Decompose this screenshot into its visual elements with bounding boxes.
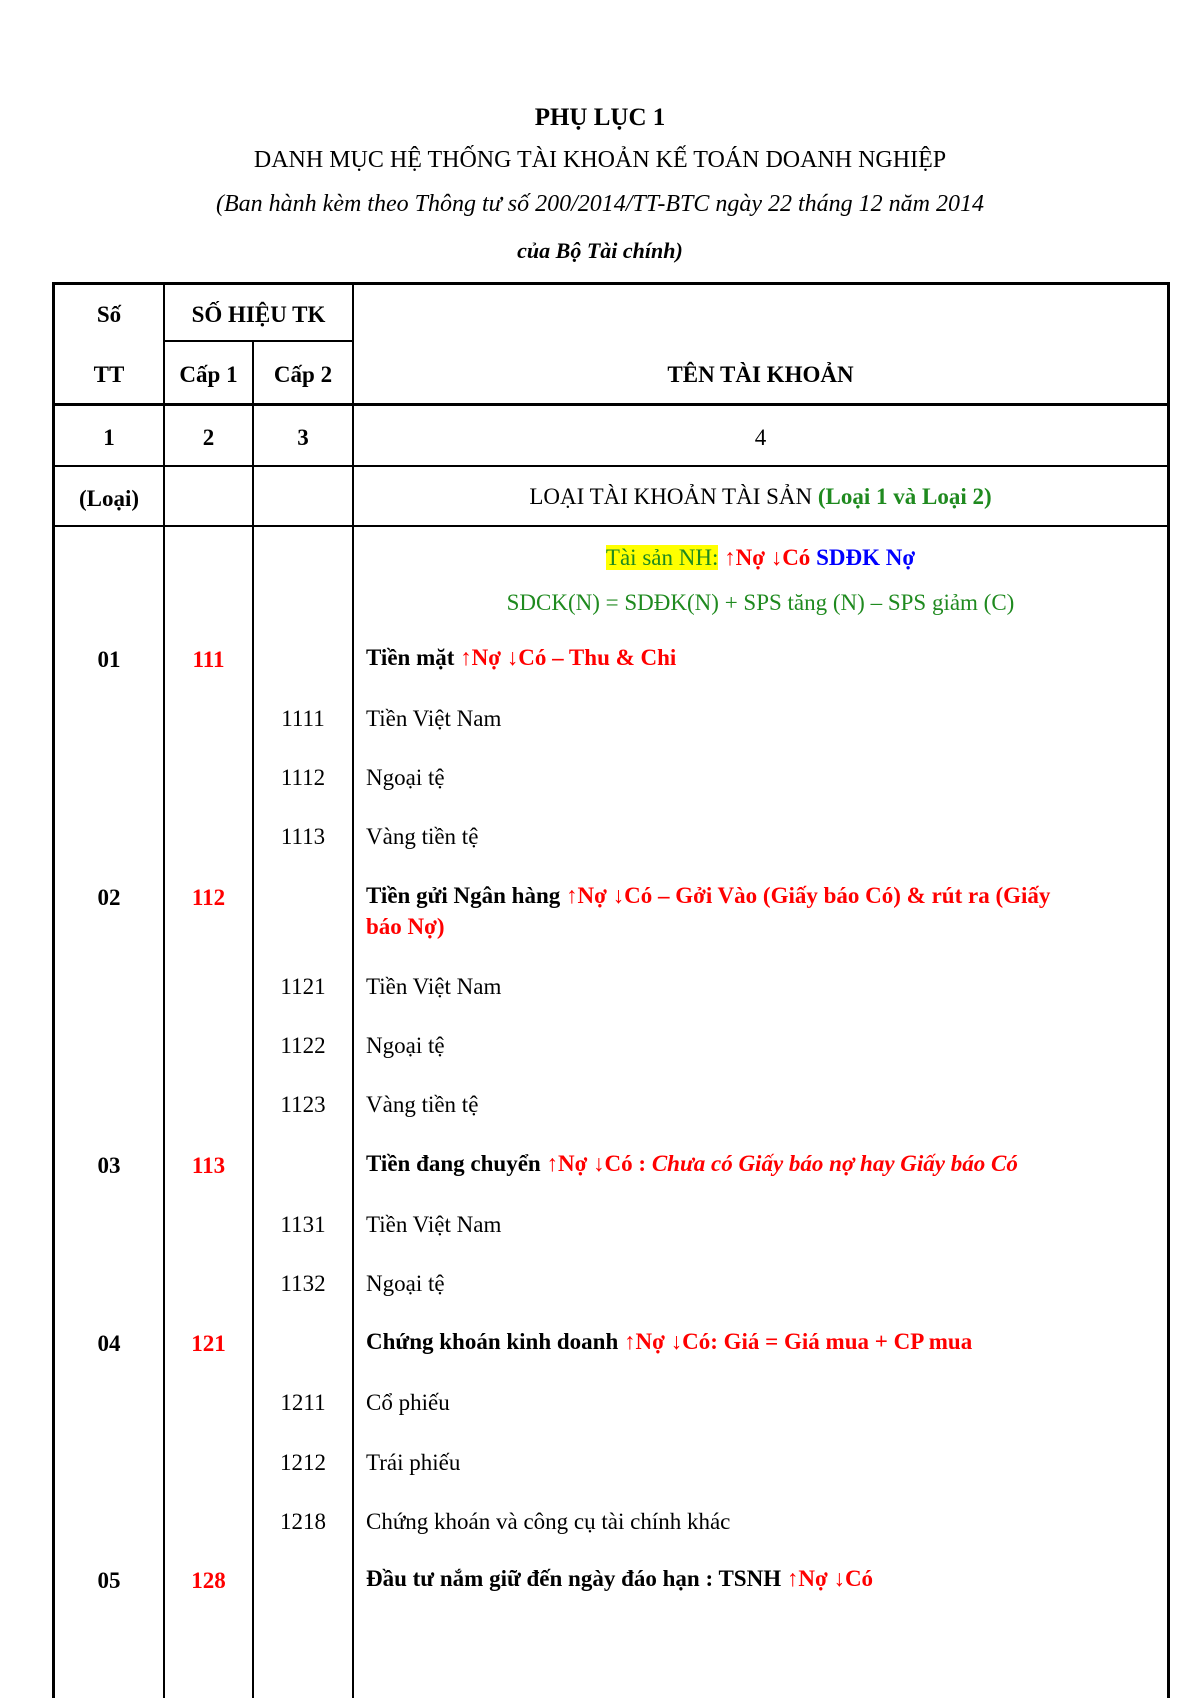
page-title: PHỤ LỤC 1 — [534, 104, 666, 131]
account-note-italic: Chưa có Giấy báo nợ hay Giấy báo Có — [651, 1151, 1018, 1176]
table-divider — [52, 525, 1170, 527]
row-cap2: 1121 — [280, 974, 326, 999]
column-number: 1 — [103, 425, 115, 450]
loai-label: (Loại) — [78, 486, 140, 511]
account-name: Cổ phiếu — [366, 1390, 450, 1415]
row-cap1: 113 — [191, 1153, 226, 1178]
account-name: Chứng khoán và công cụ tài chính khác — [366, 1509, 731, 1534]
account-name — [366, 1566, 873, 1592]
table-border-top — [52, 282, 1170, 285]
row-cap2: 1111 — [281, 706, 325, 731]
decree-line-2: của Bộ Tài chính) — [517, 238, 683, 263]
loai-name: LOẠI TÀI KHOẢN TÀI SẢN — [529, 484, 813, 509]
row-cap2: 1123 — [280, 1092, 326, 1117]
row-cap2: 1218 — [280, 1509, 326, 1534]
row-cap1: 121 — [191, 1331, 226, 1356]
row-cap2: 1131 — [280, 1212, 326, 1237]
account-name: Vàng tiền tệ — [366, 824, 479, 849]
account-name — [366, 1329, 972, 1355]
loai-title — [354, 484, 1167, 510]
header-tt: TT — [93, 362, 125, 387]
asset-note-highlight: Tài sản NH: — [605, 545, 719, 570]
account-name-text: Chứng khoán kinh doanh — [366, 1329, 619, 1354]
account-name-text: Tiền gửi Ngân hàng — [366, 883, 561, 908]
account-name: Trái phiếu — [366, 1450, 461, 1475]
asset-note — [354, 545, 1167, 571]
page-subtitle: DANH MỤC HỆ THỐNG TÀI KHOẢN KẾ TOÁN DOANH NGHIỆP — [253, 147, 947, 173]
account-name — [366, 1151, 1018, 1177]
table-divider — [52, 465, 1170, 467]
loai-name-extra: (Loại 1 và Loại 2) — [817, 484, 992, 509]
account-name-text: Tiền đang chuyển — [366, 1151, 541, 1176]
asset-note-sddk: SDĐK Nợ — [816, 545, 916, 570]
row-tt: 04 — [97, 1331, 121, 1356]
table-divider — [52, 403, 1170, 406]
row-cap1: 111 — [192, 647, 225, 672]
header-cap1: Cấp 1 — [179, 362, 238, 387]
account-name: Tiền Việt Nam — [366, 1212, 502, 1237]
column-number: 2 — [202, 425, 215, 450]
row-cap2: 1122 — [280, 1033, 326, 1058]
header-cap2: Cấp 2 — [273, 362, 333, 387]
account-name: Ngoại tệ — [366, 1271, 445, 1296]
row-cap1: 112 — [191, 885, 226, 910]
row-tt: 05 — [97, 1568, 121, 1593]
account-note: ↑Nợ ↓Có – Thu & Chi — [460, 645, 677, 670]
account-note: ↑Nợ ↓Có — [786, 1566, 874, 1591]
row-cap2: 1212 — [280, 1450, 326, 1475]
header-so-hieu-tk: SỐ HIỆU TK — [191, 302, 326, 327]
row-cap2: 1211 — [280, 1390, 326, 1415]
table-border-right — [1167, 282, 1170, 1698]
account-name-text: Đầu tư nắm giữ đến ngày đáo hạn : TSNH — [366, 1566, 782, 1591]
row-cap2: 1112 — [280, 765, 326, 790]
account-note: ↑Nợ ↓Có: Giá = Giá mua + CP mua — [624, 1329, 973, 1354]
row-cap2: 1113 — [280, 824, 326, 849]
account-name-text: Tiền mặt — [366, 645, 455, 670]
table-divider — [163, 340, 353, 342]
balance-formula: SDCK(N) = SDĐK(N) + SPS tăng (N) – SPS giảm (C) — [506, 590, 1015, 615]
account-note-continued: báo Nợ) — [366, 914, 445, 939]
row-tt: 03 — [97, 1153, 121, 1178]
account-name: Tiền Việt Nam — [366, 974, 502, 999]
account-note: ↑Nợ ↓Có – Gởi Vào (Giấy báo Có) & rút ra (Giấy — [566, 883, 1051, 908]
account-name — [366, 883, 1050, 909]
asset-note-arrows: ↑Nợ ↓Có — [724, 545, 811, 570]
account-name — [366, 645, 676, 671]
column-number: 4 — [754, 425, 767, 450]
account-name: Ngoại tệ — [366, 1033, 445, 1058]
row-tt: 01 — [97, 647, 121, 672]
decree-line-1: (Ban hành kèm theo Thông tư số 200/2014/TT-BTC ngày 22 tháng 12 năm 2014 — [216, 191, 984, 217]
row-tt: 02 — [97, 885, 121, 910]
row-cap2: 1132 — [280, 1271, 326, 1296]
row-cap1: 128 — [191, 1568, 226, 1593]
header-ten-tai-khoan: TÊN TÀI KHOẢN — [667, 362, 854, 387]
account-name: Tiền Việt Nam — [366, 706, 502, 731]
table-column-line — [163, 282, 165, 1698]
header-so: Số — [96, 302, 122, 327]
account-note: ↑Nợ ↓Có : — [546, 1151, 647, 1176]
account-name: Vàng tiền tệ — [366, 1092, 479, 1117]
account-name: Ngoại tệ — [366, 765, 445, 790]
column-number: 3 — [297, 425, 309, 450]
